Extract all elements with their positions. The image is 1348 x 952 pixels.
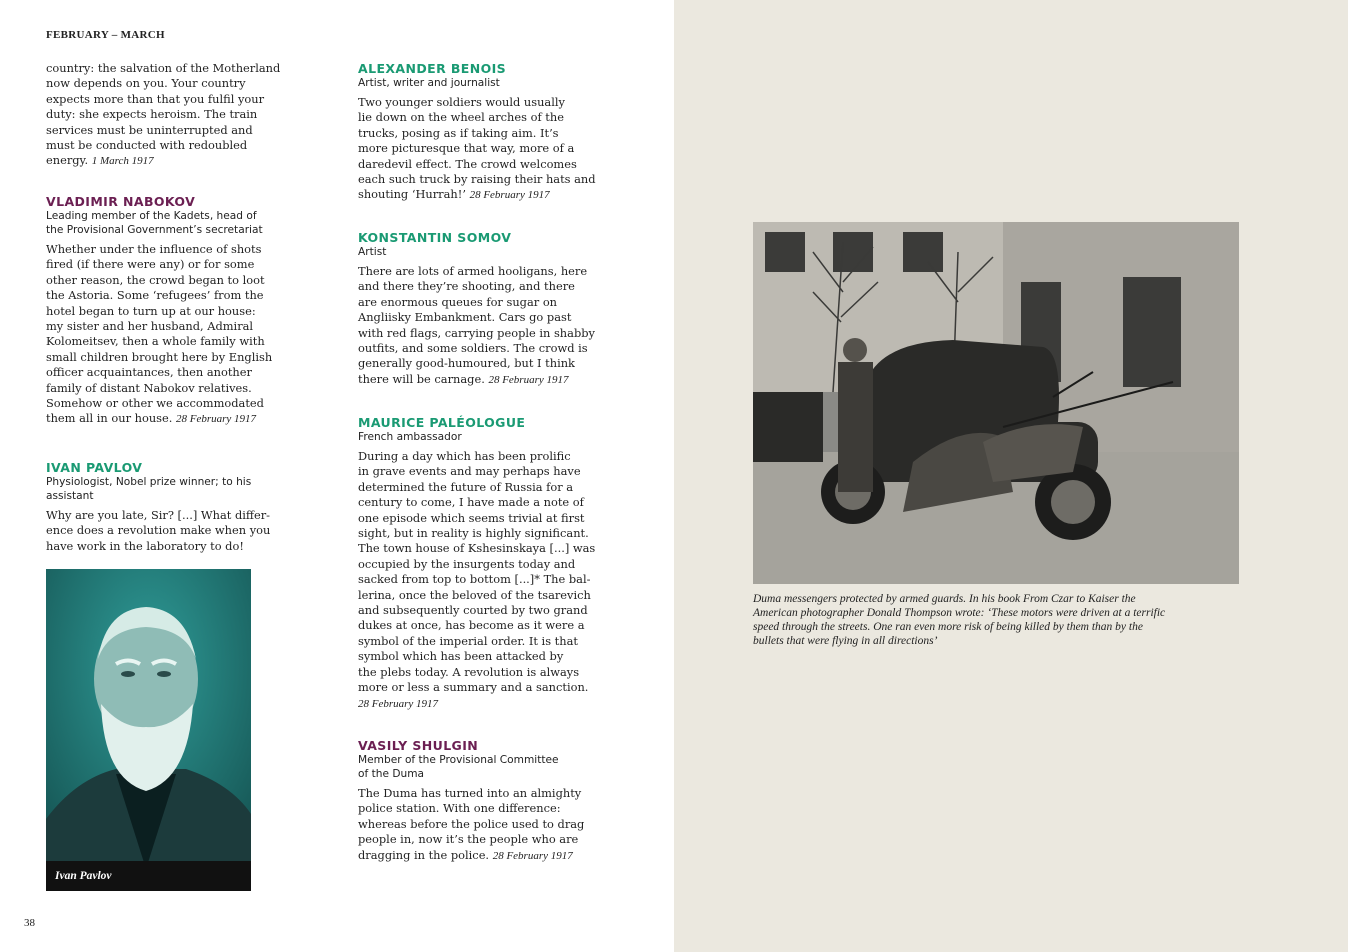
entry-date: 28 February 1917 [176,413,257,426]
entry-name: KONSTANTIN SOMOV [358,230,512,245]
pavlov-portrait [46,569,251,891]
entry-somov [358,230,608,388]
entry-role: Artist [358,246,387,258]
entry-date: 28 February 1917 [469,189,550,202]
portrait-image [46,569,251,891]
entry-nabokov [46,194,296,428]
entry-quote: Whether under the influence of shots fired (if there were any) or for some other reason, the crowd began to loot the Astoria. Some ‘refugees’ from the hotel began to turn up at our house: my sister and her husband, Admiral Kolomeitsev, then a whole family with small children brought here by English officer acquaintances, then another family of distant Nabokov relatives. Somehow or other we accommodated them all in our house. 28 February 1917 [46,242,273,426]
entry-paleologue [358,415,608,712]
entry-date: 28 February 1917 [358,697,439,710]
entry-quote: During a day which has been prolific in grave events and may perhaps have determined the future of Russia for a century to come, I have made a note of one episode which seems trivial at first sight, but in reality is highly significant. The town house of Kshesinskaya [...] was occupied by the insurgents today and sacked from top to bottom [...]* The bal- lerina, once the beloved of the tsarevich and subsequently courted by two grand dukes at once, has become as it were a symbol of the imperial order. It is that symbol which has been attacked by the plebs today. A revolution is always more or less a summary and a sanction. 28 February 1917 [358,449,596,710]
entry-quote: country: the salvation of the Motherland now depends on you. Your country expects more than that you fulfil your duty: she expects heroism. The train services must be uninterrupted and must be conducted with redoubled energy. 1 March 1917 [46,61,281,168]
entry-role: Member of the Provisional Committee of the Duma [358,754,559,780]
entry-name: VASILY SHULGIN [358,738,479,753]
entry-quote: Why are you late, Sir? [...] What differ- ence does a revolution make when you have work in the laboratory to do! [46,508,271,553]
entry-quote: The Duma has turned into an almighty police station. With one difference: whereas before the police used to drag people in, now it’s the people who are dragging in the police. 28 February 1917 [358,786,585,862]
entry-role: Artist, writer and journalist [358,77,500,89]
running-head: FEBRUARY – MARCH [46,29,165,41]
photo-image [753,222,1239,584]
entry-name: MAURICE PALÉOLOGUE [358,415,526,430]
entry-quote: Two younger soldiers would usually lie down on the wheel arches of the trucks, posing as if taking aim. It’s more picturesque that way, more of a daredevil effect. The crowd welcomes each such truck by raising their hats and shouting ‘Hurrah!’ 28 February 1917 [358,95,596,202]
entry-name: ALEXANDER BENOIS [358,61,507,76]
entry-name: VLADIMIR NABOKOV [46,194,196,209]
entry-date: 28 February 1917 [488,373,569,386]
page-number: 38 [24,917,35,929]
entry-shulgin [358,738,608,864]
entry-date: 1 March 1917 [91,155,154,168]
entry-role: French ambassador [358,431,462,443]
entry-benois [358,61,608,204]
entry-pavlov [46,460,296,554]
entry-quote: There are lots of armed hooligans, here and there they’re shooting, and there are enormous queues for sugar on Angliisky Embankment. Cars go past with red flags, carrying people in shabby outfits, and some soldiers. The crowd is generally good-humoured, but I think there will be carnage. 28 February 1917 [358,264,595,386]
entry-role: Physiologist, Nobel prize winner; to his assistant [46,476,252,502]
portrait-caption: Ivan Pavlov [46,861,251,891]
entry-name: IVAN PAVLOV [46,460,143,475]
duma-car-photo [753,222,1239,584]
entry-date: 28 February 1917 [492,849,573,862]
photo-caption: Duma messengers protected by armed guards. In his book From Czar to Kaiser the American photographer Donald Thompson wrote: ‘These motors were driven at a terrific speed through the streets. One ran even more risk of being killed by them than by the bullets that were flying in all directions’ [753,593,1166,647]
entry-continuation [46,61,296,170]
entry-role: Leading member of the Kadets, head of the Provisional Government’s secretariat [46,210,263,236]
